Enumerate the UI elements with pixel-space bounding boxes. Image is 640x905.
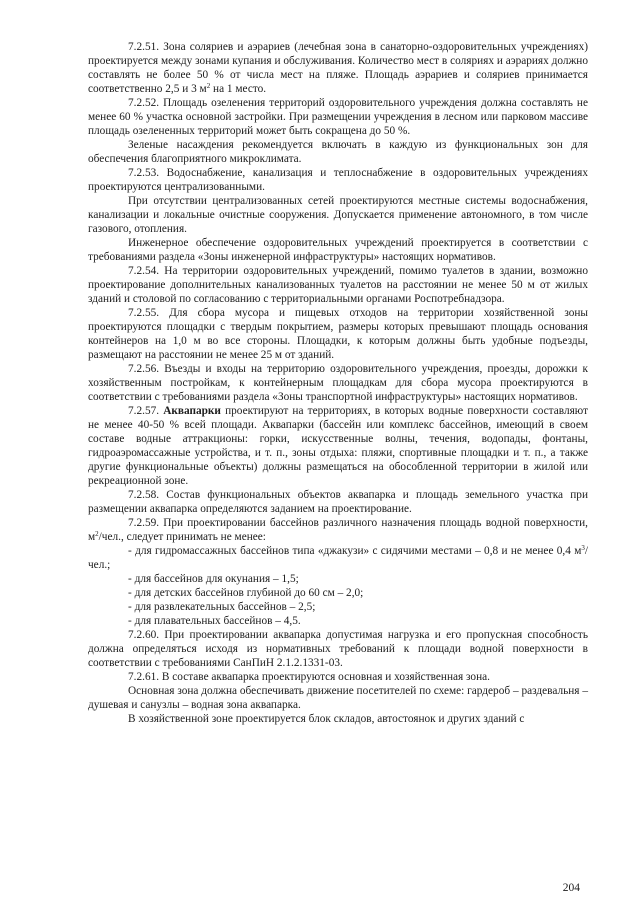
paragraph: В хозяйственной зоне проектируется блок складов, автостоянок и других зданий с — [128, 713, 525, 725]
list-item: - для развлекательных бассейнов – 2,5; — [128, 601, 316, 613]
list-item: - для бассейнов для окунания – 1,5; — [128, 573, 299, 585]
paragraph: 7.2.60. При проектировании аквапарка допустимая нагрузка и его пропускная способность должна определяться исходя из нормативных требований к площади водной поверхности в соответствии с требованиями СанПиН 2.1.2.1331-03. — [88, 629, 588, 669]
page-number: 204 — [562, 882, 580, 894]
bold-term: Аквапарки — [163, 405, 221, 417]
list-item: - для гидромассажных бассейнов типа «джакузи» с сидячими местами – 0,8 и не менее 0,4 $м^3$/чел.; — [88, 544, 588, 571]
paragraph: 7.2.61. В составе аквапарка проектируются основная и хозяйственная зона. — [128, 671, 490, 683]
paragraph: 7.2.51. Зона соляриев и аэрариев (лечебная зона в санаторно-оздоровительных учреждениях) проектируется между зонами купания и обслуживания. Количество мест в соляриях и аэрариях должно составлять не более 50 % от числа мест на пляже. Площадь аэрариев и соляриев принимается соответственно 2,5 и 3 $м^2$ на 1 место. — [88, 41, 588, 95]
paragraph: 7.2.59. При проектировании бассейнов различного назначения площадь водной поверхности, $м^2$/чел., следует принимать не менее: — [88, 517, 588, 543]
paragraph: 7.2.58. Состав функциональных объектов аквапарка и площадь земельного участка при размещении аквапарка определяются заданием на проектирование. — [88, 489, 588, 515]
body-text — [88, 40, 588, 726]
paragraph: 7.2.53. Водоснабжение, канализация и теплоснабжение в оздоровительных учреждениях проектируются централизованными. — [88, 167, 588, 193]
paragraph: 7.2.57. Аквапарки проектируют на территориях, в которых водные поверхности составляют не менее 40-50 % всей площади. Аквапарки (бассейн или комплекс бассейнов, имеющий в своем составе водные аттракционы: горки, искусственные волны, течения, водопады, фонтаны, гидроаэромассажные устройства, и т. п., зоны отдыха: пляжи, спортивные площадки и т. п., а также другие функциональные объекты) должны размещаться на обособленной территории в жилой или рекреационной зоне. — [88, 405, 589, 487]
paragraph: Основная зона должна обеспечивать движение посетителей по схеме: гардероб – раздевальня – душевая и санузлы – водная зона аквапарка. — [88, 685, 588, 711]
paragraph: 7.2.52. Площадь озеленения территорий оздоровительного учреждения должна составлять не менее 60 % участка основной застройки. При размещении учреждения в лесном или парковом массиве площадь озелененных территорий может быть сокращена до 50 %. — [88, 97, 588, 137]
list-item: - для плавательных бассейнов – 4,5. — [128, 615, 301, 627]
paragraph: Зеленые насаждения рекомендуется включать в каждую из функциональных зон для обеспечения благоприятного микроклимата. — [88, 139, 588, 165]
paragraph: 7.2.56. Въезды и входы на территорию оздоровительного учреждения, проезды, дорожки к хозяйственным постройкам, к контейнерным площадкам для сбора мусора проектируются в соответствии с требованиями раздела «Зоны транспортной инфраструктуры» настоящих нормативов. — [88, 363, 588, 403]
paragraph: При отсутствии централизованных сетей проектируются местные системы водоснабжения, канализации и локальные очистные сооружения. Допускается применение автономного, в том числе газового, отопления. — [88, 195, 588, 235]
paragraph: Инженерное обеспечение оздоровительных учреждений проектируется в соответствии с требованиями раздела «Зоны инженерной инфраструктуры» настоящих нормативов. — [88, 237, 588, 263]
paragraph: 7.2.54. На территории оздоровительных учреждений, помимо туалетов в здании, возможно проектирование дополнительных канализованных туалетов на расстоянии не менее 50 м от жилых зданий и столовой по согласованию с территориальными органами Роспотребнадзора. — [88, 265, 588, 305]
paragraph: 7.2.55. Для сбора мусора и пищевых отходов на территории хозяйственной зоны проектируются площадки с твердым покрытием, размеры которых превышают площадь основания контейнеров на 1,0 м во все стороны. Площадки, к которым должны быть удобные подъезды, размещают на расстоянии не менее 25 м от зданий. — [88, 307, 588, 361]
list-item: - для детских бассейнов глубиной до 60 см – 2,0; — [128, 587, 364, 599]
